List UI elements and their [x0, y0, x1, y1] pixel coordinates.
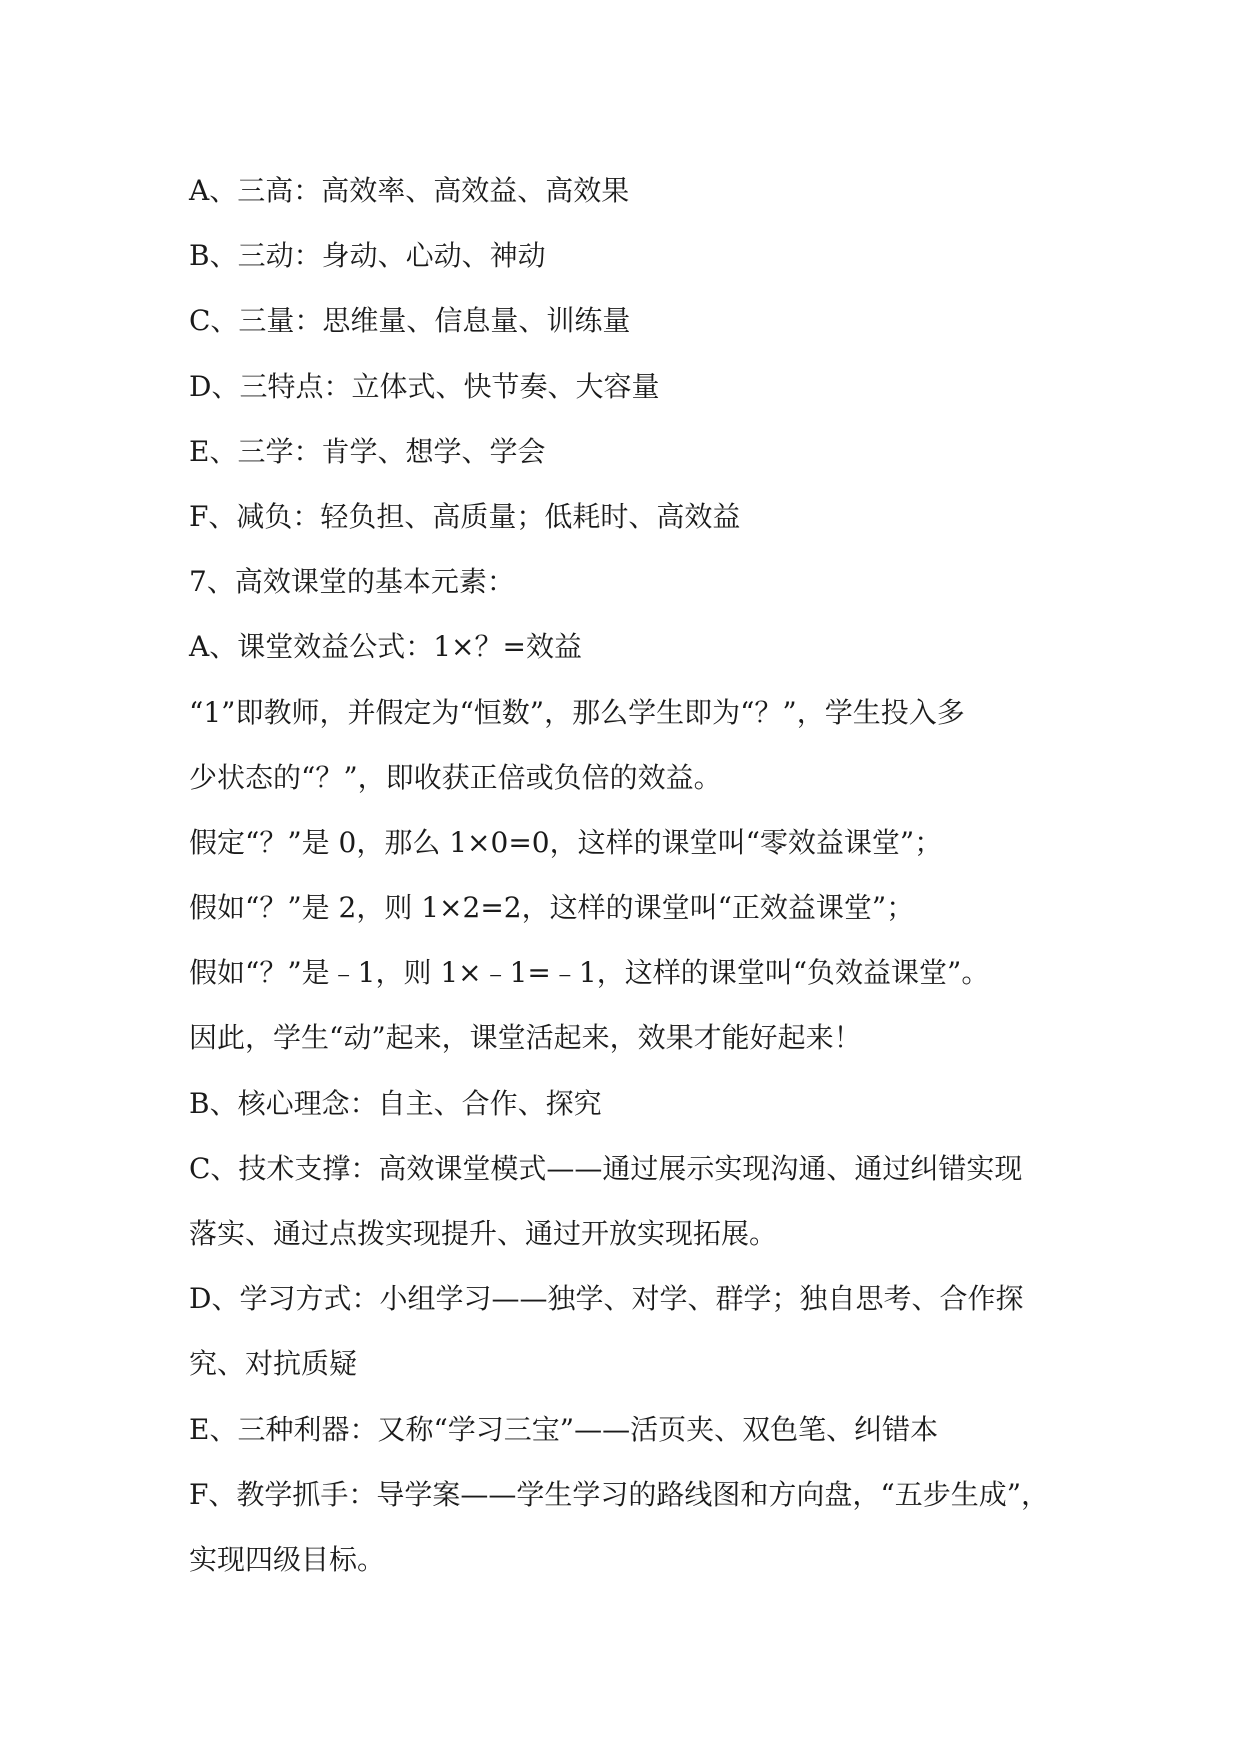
- text-line: 因此，学生“动”起来，课堂活起来，效果才能好起来！: [189, 1021, 862, 1055]
- text-line: 落实、通过点拨实现提升、通过开放实现拓展。: [189, 1217, 778, 1250]
- text-line: 究、对抗质疑: [189, 1347, 358, 1381]
- text-line: 少状态的“？”，即收获正倍或负倍的效益。: [189, 760, 722, 794]
- text-line: 假如“？”是﹣1，则 1×﹣1=﹣1，这样的课堂叫“负效益课堂”。: [189, 956, 990, 990]
- text-line: “1”即教师，并假定为“恒数”，那么学生即为“？”，学生投入多: [189, 695, 965, 729]
- text-line: C、技术支撑：高效课堂模式——通过展示实现沟通、通过纠错实现: [189, 1151, 1023, 1185]
- text-line: E、三学：肯学、想学、学会: [189, 434, 546, 468]
- text-line: E、三种利器：又称“学习三宝”——活页夹、双色笔、纠错本: [189, 1412, 939, 1446]
- text-line: 假定“？”是 0，那么 1×0=0，这样的课堂叫“零效益课堂”；: [189, 825, 943, 859]
- section-heading: 7、高效课堂的基本元素：: [189, 565, 515, 599]
- text-line: F、减负：轻负担、高质量；低耗时、高效益: [189, 499, 741, 533]
- document-body: [189, 158, 1069, 1592]
- text-line: 实现四级目标。: [189, 1542, 386, 1576]
- text-line: C、三量：思维量、信息量、训练量: [189, 304, 631, 338]
- text-line: B、核心理念：自主、合作、探究: [189, 1086, 602, 1120]
- text-line: A、课堂效益公式：1×？=效益: [189, 630, 582, 664]
- text-line: A、三高：高效率、高效益、高效果: [189, 174, 630, 207]
- text-line: B、三动：身动、心动、神动: [189, 239, 546, 273]
- text-line: D、学习方式：小组学习——独学、对学、群学；独自思考、合作探: [189, 1282, 1024, 1316]
- text-line: D、三特点：立体式、快节奏、大容量: [189, 369, 660, 403]
- text-line: 假如“？”是 2，则 1×2=2，这样的课堂叫“正效益课堂”；: [189, 891, 915, 925]
- text-line: F、教学抓手：导学案——学生学习的路线图和方向盘，“五步生成”，: [189, 1477, 1050, 1511]
